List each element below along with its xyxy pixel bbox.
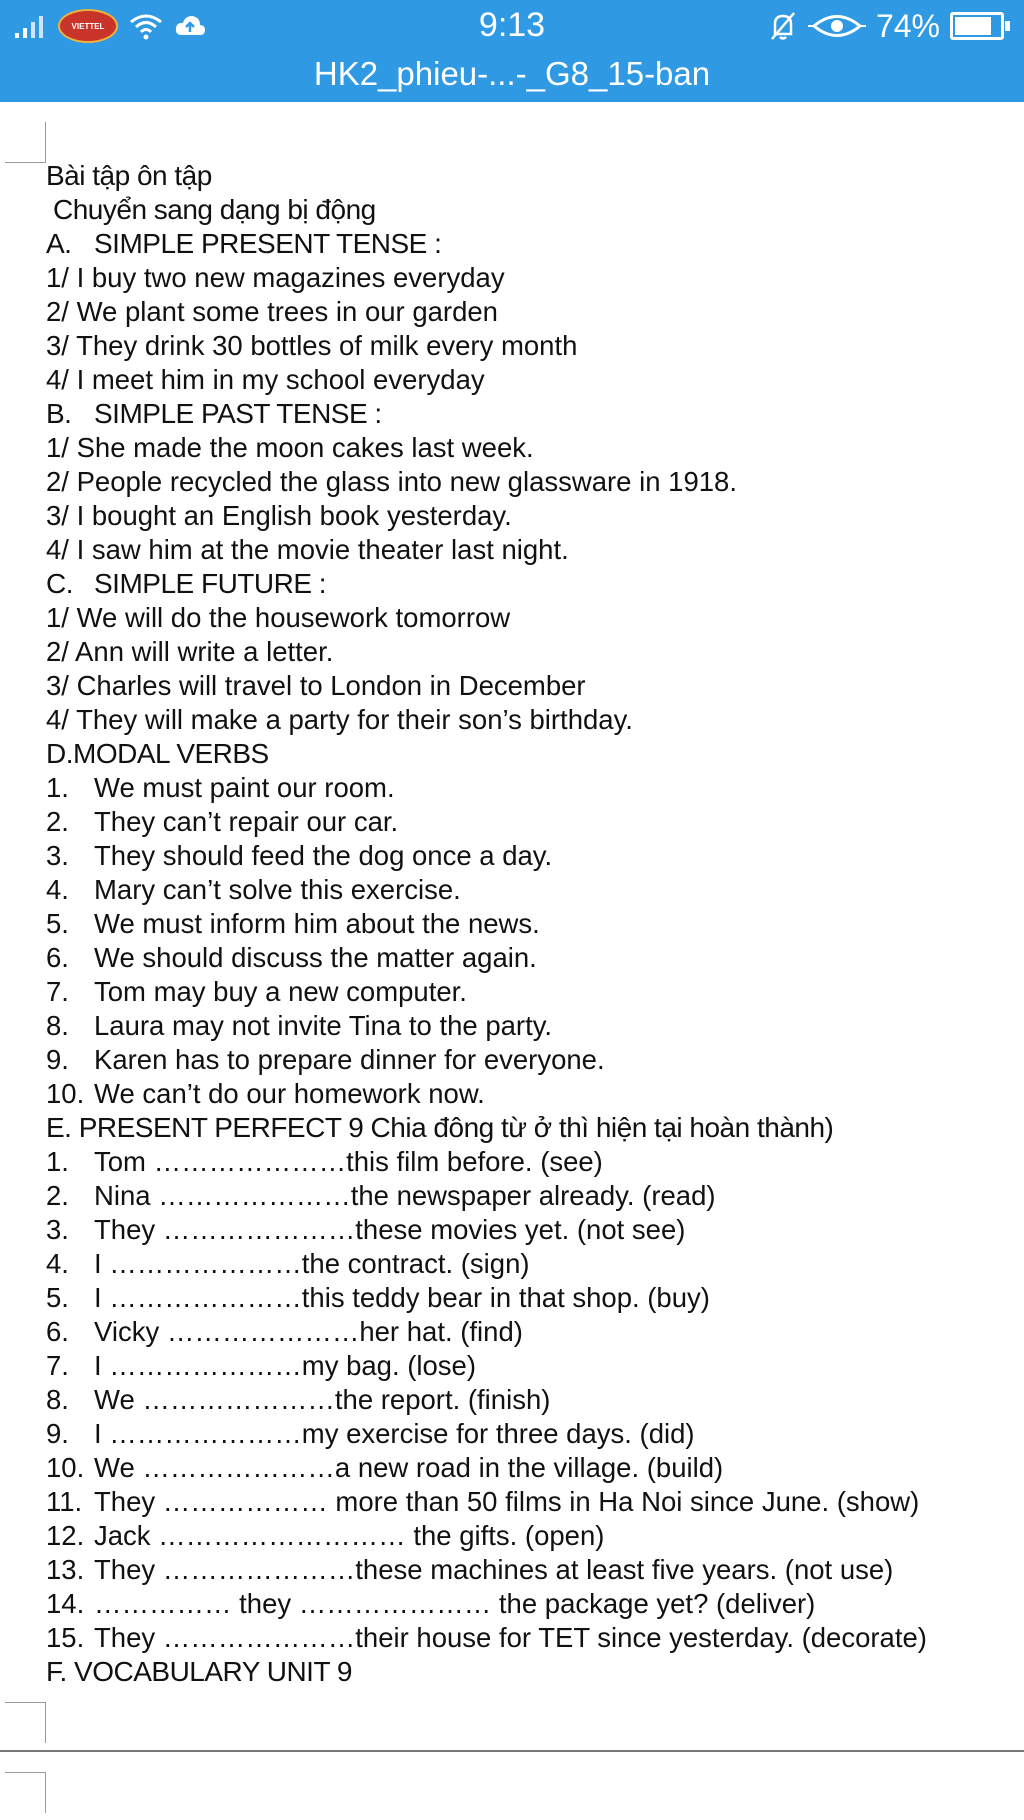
list-item: 2/ People recycled the glass into new glassware in 1918. <box>46 466 737 497</box>
item-text: Jack ……………………… the gifts. (open) <box>94 1520 605 1551</box>
item-text: Laura may not invite Tina to the party. <box>94 1010 553 1041</box>
page-break-divider <box>0 1750 1024 1752</box>
item-text: They …………………their house for TET since yesterday. (decorate) <box>94 1622 927 1653</box>
battery-body <box>950 12 1004 40</box>
section-b-heading <box>46 397 1016 431</box>
item-number: 1. <box>46 1146 69 1177</box>
document-body <box>46 159 1016 1689</box>
list-item <box>46 1077 1016 1111</box>
list-item <box>46 907 1016 941</box>
item-text: Karen has to prepare dinner for everyone. <box>94 1044 605 1075</box>
item-number: 1. <box>46 772 69 803</box>
status-right-group <box>768 8 1010 44</box>
list-item: 4/ I meet him in my school everyday <box>46 364 485 395</box>
carrier-label: VIETTEL <box>71 21 105 31</box>
item-number: 8. <box>46 1010 69 1041</box>
section-letter: C. <box>46 568 73 599</box>
item-number: 2. <box>46 806 69 837</box>
page-margin-corner <box>5 1702 46 1743</box>
item-text: They …………………these movies yet. (not see) <box>94 1214 686 1245</box>
list-item <box>46 1247 1016 1281</box>
list-item: 2/ Ann will write a letter. <box>46 636 334 667</box>
item-text: They ……………… more than 50 films in Ha Noi since June. (show) <box>94 1486 920 1517</box>
item-text: I …………………my exercise for three days. (did) <box>94 1418 695 1449</box>
item-text: We must inform him about the news. <box>94 908 540 939</box>
item-text: They should feed the dog once a day. <box>94 840 553 871</box>
item-number: 12. <box>46 1520 85 1551</box>
list-item <box>46 1383 1016 1417</box>
list-item <box>46 771 1016 805</box>
item-number: 8. <box>46 1384 69 1415</box>
list-item: 3/ Charles will travel to London in December <box>46 670 586 701</box>
list-item <box>46 1179 1016 1213</box>
item-text: Vicky …………………her hat. (find) <box>94 1316 523 1347</box>
item-text: They can’t repair our car. <box>94 806 399 837</box>
item-text: Nina …………………the newspaper already. (read) <box>94 1180 716 1211</box>
item-number: 15. <box>46 1622 85 1653</box>
item-number: 7. <box>46 976 69 1007</box>
section-title: SIMPLE PRESENT TENSE : <box>94 228 442 259</box>
item-text: We can’t do our homework now. <box>94 1078 485 1109</box>
section-e-heading: E. PRESENT PERFECT 9 Chia đông từ ở thì hiện tại hoàn thành) <box>46 1112 834 1143</box>
section-title: SIMPLE PAST TENSE : <box>94 398 382 429</box>
item-number: 10. <box>46 1078 85 1109</box>
list-item <box>46 1587 1016 1621</box>
item-text: We …………………the report. (finish) <box>94 1384 551 1415</box>
item-text: I …………………this teddy bear in that shop. (buy) <box>94 1282 710 1313</box>
item-number: 3. <box>46 840 69 871</box>
battery-icon <box>950 12 1010 40</box>
item-number: 7. <box>46 1350 69 1381</box>
battery-tip <box>1005 21 1010 31</box>
document-title: HK2_phieu-...-_G8_15-ban <box>313 55 711 92</box>
list-item <box>46 805 1016 839</box>
item-text: I …………………my bag. (lose) <box>94 1350 477 1381</box>
list-item <box>46 1417 1016 1451</box>
section-c-heading <box>46 567 1016 601</box>
list-item: 4/ I saw him at the movie theater last night. <box>46 534 569 565</box>
page-margin-corner <box>5 122 46 163</box>
eye-comfort-icon <box>808 11 866 41</box>
list-item <box>46 975 1016 1009</box>
list-item <box>46 1043 1016 1077</box>
list-item: 1/ We will do the housework tomorrow <box>46 602 511 633</box>
list-item: 1/ I buy two new magazines everyday <box>46 262 505 293</box>
clock: 9:13 <box>478 6 546 44</box>
list-item <box>46 873 1016 907</box>
status-bar <box>0 0 1024 52</box>
section-d-heading: D.MODAL VERBS <box>46 738 269 769</box>
item-number: 14. <box>46 1588 85 1619</box>
list-item <box>46 1213 1016 1247</box>
item-text: …………… they ………………… the package yet? (deliver) <box>94 1588 816 1619</box>
item-number: 6. <box>46 1316 69 1347</box>
section-a-heading <box>46 227 1016 261</box>
battery-percentage: 74% <box>875 7 940 44</box>
list-item: 3/ They drink 30 bottles of milk every month <box>46 330 578 361</box>
item-number: 3. <box>46 1214 69 1245</box>
item-number: 13. <box>46 1554 85 1585</box>
item-number: 4. <box>46 874 69 905</box>
item-number: 10. <box>46 1452 85 1483</box>
section-letter: B. <box>46 398 72 429</box>
item-text: We should discuss the matter again. <box>94 942 537 973</box>
item-text: Tom may buy a new computer. <box>94 976 467 1007</box>
list-item <box>46 1349 1016 1383</box>
document-page[interactable] <box>0 102 1024 1820</box>
list-item: 4/ They will make a party for their son’s birthday. <box>46 704 633 735</box>
list-item <box>46 1485 1016 1519</box>
battery-level <box>955 17 991 35</box>
app-header <box>0 0 1024 102</box>
section-f-heading: F. VOCABULARY UNIT 9 <box>46 1656 352 1687</box>
item-number: 9. <box>46 1418 69 1449</box>
item-number: 11. <box>46 1486 83 1517</box>
item-number: 9. <box>46 1044 69 1075</box>
list-item <box>46 1553 1016 1587</box>
section-letter: A. <box>46 228 72 259</box>
item-number: 6. <box>46 942 69 973</box>
worksheet-subtitle: Chuyển sang dạng bị động <box>53 194 376 225</box>
list-item <box>46 1009 1016 1043</box>
item-number: 4. <box>46 1248 69 1279</box>
list-item: 1/ She made the moon cakes last week. <box>46 432 534 463</box>
item-text: I …………………the contract. (sign) <box>94 1248 530 1279</box>
list-item: 3/ I bought an English book yesterday. <box>46 500 512 531</box>
item-text: We must paint our room. <box>94 772 395 803</box>
item-text: We …………………a new road in the village. (build) <box>94 1452 724 1483</box>
item-number: 5. <box>46 908 69 939</box>
section-title: SIMPLE FUTURE : <box>94 568 327 599</box>
item-text: They …………………these machines at least five years. (not use) <box>94 1554 894 1585</box>
item-text: Mary can’t solve this exercise. <box>94 874 461 905</box>
page-margin-corner <box>5 1772 46 1813</box>
item-number: 2. <box>46 1180 69 1211</box>
list-item <box>46 1315 1016 1349</box>
list-item <box>46 1621 1016 1655</box>
list-item <box>46 1145 1016 1179</box>
list-item <box>46 1519 1016 1553</box>
list-item <box>46 941 1016 975</box>
list-item <box>46 1281 1016 1315</box>
worksheet-title: Bài tập ôn tập <box>46 160 212 191</box>
list-item <box>46 1451 1016 1485</box>
list-item <box>46 839 1016 873</box>
item-text: Tom …………………this film before. (see) <box>94 1146 603 1177</box>
item-number: 5. <box>46 1282 69 1313</box>
list-item: 2/ We plant some trees in our garden <box>46 296 498 327</box>
notifications-muted-icon <box>768 10 798 42</box>
